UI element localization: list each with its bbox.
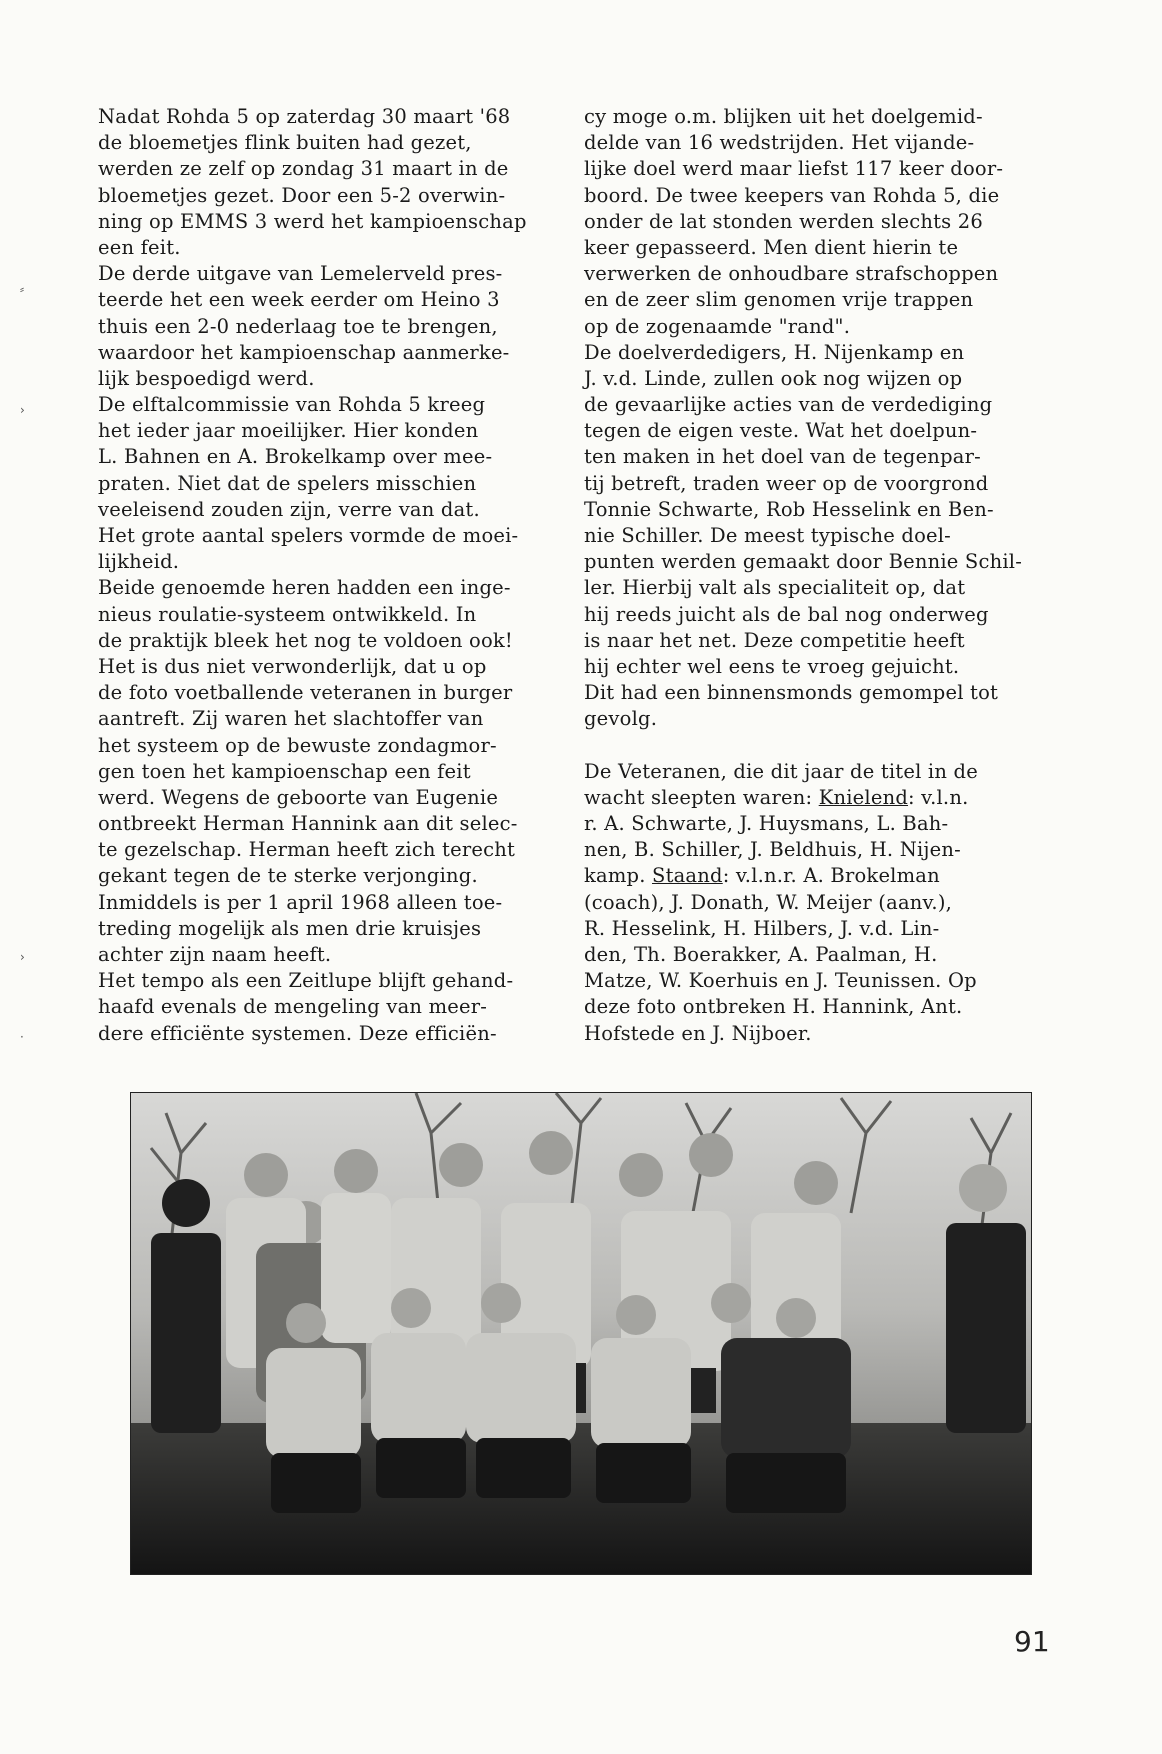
- text-line: J. v.d. Linde, zullen ook nog wijzen op: [584, 366, 963, 390]
- text-line: L. Bahnen en A. Brokelkamp over mee-: [98, 445, 493, 469]
- text-line: achter zijn naam heeft.: [98, 943, 332, 966]
- staand-label: Staand: [652, 864, 723, 888]
- text-line: De doelverdedigers, H. Nijenkamp en: [584, 340, 965, 364]
- text-line: te gezelschap. Herman heeft zich terecht: [98, 838, 516, 862]
- caption-line: deze foto ontbreken H. Hannink, Ant.: [584, 995, 963, 1019]
- text-line: bloemetjes gezet. Door een 5-2 overwin-: [98, 183, 506, 207]
- text-line: lijkheid.: [98, 550, 180, 574]
- caption-line: [584, 863, 1084, 889]
- text-line: Dit had een binnensmonds gemompel tot: [584, 681, 999, 705]
- caption-line: Matze, W. Koerhuis en J. Teunissen. Op: [584, 969, 977, 993]
- caption-line: R. Hesselink, H. Hilbers, J. v.d. Lin-: [584, 916, 940, 940]
- text-line: tij betreft, traden weer op de voorgrond: [584, 471, 989, 495]
- paragraph-gap: [584, 733, 1084, 759]
- text-line: ontbreekt Herman Hannink aan dit selec-: [98, 812, 518, 836]
- text-line: delde van 16 wedstrijden. Het vijande-: [584, 131, 975, 155]
- text-line: werden ze zelf op zondag 31 maart in de: [98, 157, 509, 181]
- left-column: [98, 104, 578, 1047]
- text-line: hij echter wel eens te vroeg gejuicht.: [584, 654, 960, 678]
- caption-line: den, Th. Boerakker, A. Paalman, H.: [584, 943, 938, 966]
- text-line: gevolg.: [584, 707, 658, 731]
- text-line: De elftalcommissie van Rohda 5 kreeg: [98, 393, 486, 417]
- text-line: het systeem op de bewuste zondagmor-: [98, 733, 497, 757]
- text-line: een feit.: [98, 235, 181, 259]
- text-line: Tonnie Schwarte, Rob Hesselink en Ben-: [584, 497, 994, 521]
- text-line: Het grote aantal spelers vormde de moei-: [98, 524, 519, 547]
- text-line: Beide genoemde heren hadden een inge-: [98, 576, 511, 600]
- caption-text: : v.l.n.r. A. Brokelman: [722, 864, 940, 888]
- text-line: het ieder jaar moeilijker. Hier konden: [98, 419, 479, 443]
- margin-mark: ›: [20, 403, 25, 417]
- caption-line: (coach), J. Donath, W. Meijer (aanv.),: [584, 890, 953, 914]
- text-line: Inmiddels is per 1 april 1968 alleen toe-: [98, 890, 503, 914]
- text-line: teerde het een week eerder om Heino 3: [98, 288, 500, 312]
- caption-line: Hofstede en J. Nijboer.: [584, 1021, 812, 1045]
- text-line: de gevaarlijke acties van de verdediging: [584, 393, 993, 417]
- text-line: waardoor het kampioenschap aanmerke-: [98, 340, 510, 364]
- text-line: dere efficiënte systemen. Deze efficiën-: [98, 1021, 497, 1045]
- text-line: de bloemetjes flink buiten had gezet,: [98, 131, 472, 155]
- caption-line: De Veteranen, die dit jaar de titel in de: [584, 759, 978, 783]
- team-photo: [130, 1092, 1032, 1575]
- text-line: Het is dus niet verwonderlijk, dat u op: [98, 654, 487, 678]
- caption-text: : v.l.n.: [908, 785, 969, 809]
- text-line: gen toen het kampioenschap een feit: [98, 759, 471, 783]
- margin-mark: ›: [20, 950, 25, 964]
- text-line: lijk bespoedigd werd.: [98, 366, 315, 390]
- text-line: nie Schiller. De meest typische doel-: [584, 524, 951, 547]
- text-line: werd. Wegens de geboorte van Eugenie: [98, 785, 499, 809]
- caption-line: nen, B. Schiller, J. Beldhuis, H. Nijen-: [584, 838, 961, 862]
- text-line: aantreft. Zij waren het slachtoffer van: [98, 707, 484, 731]
- page-number: 91: [1014, 1625, 1050, 1658]
- text-line: boord. De twee keepers van Rohda 5, die: [584, 183, 1000, 207]
- text-line: veeleisend zouden zijn, verre van dat.: [98, 497, 480, 521]
- text-line: de praktijk bleek het nog te voldoen ook!: [98, 628, 513, 652]
- text-line: ning op EMMS 3 werd het kampioenschap: [98, 209, 527, 233]
- text-line: tegen de eigen veste. Wat het doelpun-: [584, 419, 978, 443]
- margin-mark: ·: [20, 1030, 24, 1044]
- right-column-body: [584, 104, 1084, 733]
- text-line: ten maken in het doel van de tegenpar-: [584, 445, 981, 469]
- right-column: [584, 104, 1084, 1047]
- team-photo-illustration: [131, 1093, 1031, 1574]
- text-line: treding mogelijk als men drie kruisjes: [98, 916, 482, 940]
- caption-line: r. A. Schwarte, J. Huysmans, L. Bah-: [584, 812, 949, 836]
- caption-line: [584, 785, 1084, 811]
- text-line: haafd evenals de mengeling van meer-: [98, 995, 488, 1019]
- text-line: praten. Niet dat de spelers misschien: [98, 471, 477, 495]
- text-line: Nadat Rohda 5 op zaterdag 30 maart '68: [98, 105, 511, 128]
- text-line: onder de lat stonden werden slechts 26: [584, 209, 983, 233]
- text-line: op de zogenaamde "rand".: [584, 314, 851, 338]
- text-line: De derde uitgave van Lemelerveld pres-: [98, 262, 503, 286]
- text-line: Het tempo als een Zeitlupe blijft gehand-: [98, 969, 514, 993]
- knielend-label: Knielend: [818, 785, 909, 809]
- text-line: gekant tegen de te sterke verjonging.: [98, 864, 478, 888]
- text-line: verwerken de onhoudbare strafschoppen: [584, 262, 999, 286]
- caption-text: kamp.: [584, 864, 653, 888]
- text-line: ler. Hierbij valt als specialiteit op, dat: [584, 576, 966, 600]
- text-line: keer gepasseerd. Men dient hierin te: [584, 235, 959, 259]
- text-line: lijke doel werd maar liefst 117 keer door-: [584, 157, 1004, 181]
- text-line: de foto voetballende veteranen in burger: [98, 681, 513, 705]
- text-line: thuis een 2-0 nederlaag toe te brengen,: [98, 314, 498, 338]
- text-line: nieus roulatie-systeem ontwikkeld. In: [98, 602, 477, 626]
- photo-caption: [584, 759, 1084, 1047]
- text-line: en de zeer slim genomen vrije trappen: [584, 288, 974, 312]
- margin-mark: ⸗: [20, 282, 24, 296]
- text-line: hij reeds juicht als de bal nog onderweg: [584, 602, 989, 626]
- text-line: is naar het net. Deze competitie heeft: [584, 628, 965, 652]
- caption-text: wacht sleepten waren:: [584, 785, 819, 809]
- text-line: punten werden gemaakt door Bennie Schil-: [584, 550, 1023, 574]
- text-line: cy moge o.m. blijken uit het doelgemid-: [584, 105, 983, 128]
